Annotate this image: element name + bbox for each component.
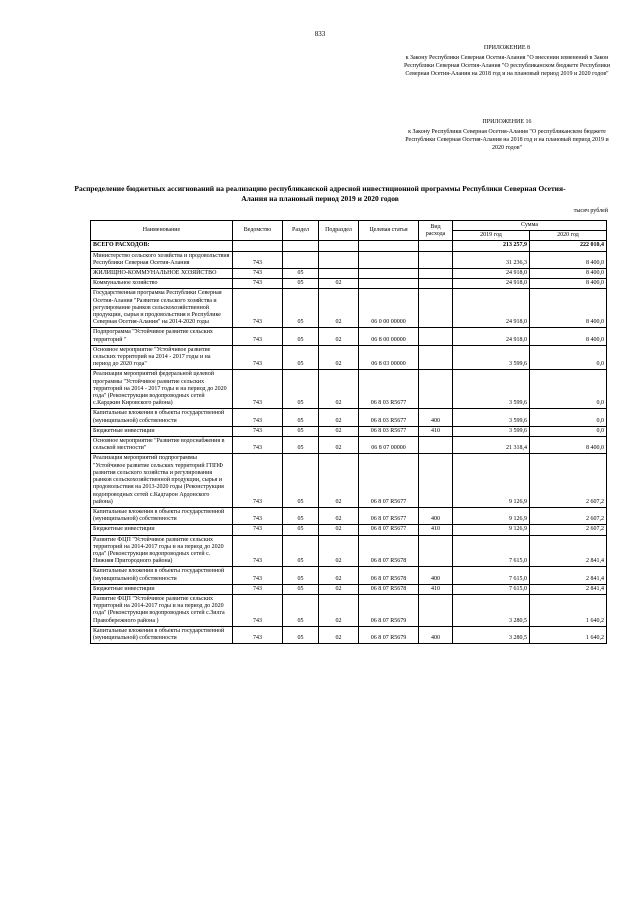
cell-target [359,241,419,251]
cell-2019: 24 918,0 [453,328,530,345]
cell-section: 05 [283,454,319,507]
cell-2020: 0,0 [530,345,607,370]
cell-subsection: 02 [319,535,359,567]
col-header-subsection: Подраздел [319,221,359,241]
cell-target: 06 8 07 R5677 [359,507,419,524]
table-row [91,345,607,370]
cell-name: Капитальные вложения в объекты государственной (муниципальной) собственности [91,507,233,524]
cell-ministry: 743 [233,279,283,289]
cell-2019: 3 599,6 [453,370,530,409]
cell-section [283,241,319,251]
cell-target [359,269,419,279]
cell-2019: 3 599,6 [453,426,530,436]
cell-subsection [319,241,359,251]
cell-ministry: 743 [233,525,283,535]
cell-target: 06 8 07 R5678 [359,567,419,584]
cell-2019: 24 918,0 [453,289,530,328]
cell-2020: 2 841,4 [530,584,607,594]
cell-subsection: 02 [319,279,359,289]
col-header-target: Целевая статья [359,221,419,241]
cell-ministry: 743 [233,251,283,268]
cell-exptype [419,251,453,268]
document-title: Распределение бюджетных ассигнований на реализацию республиканской адресной инвестиционной программы Республики Северная Осетия-Алания на плановый период 2019 и 2020 годов [74,184,566,203]
table-row [91,567,607,584]
cell-name: ЖИЛИЩНО-КОММУНАЛЬНОЕ ХОЗЯЙСТВО [91,269,233,279]
annex-16-heading: ПРИЛОЖЕНИЕ 16 [482,119,532,125]
cell-target [359,251,419,268]
table-row [91,626,607,643]
cell-2019: 3 280,5 [453,594,530,626]
cell-target: 06 8 03 00000 [359,345,419,370]
cell-section: 05 [283,426,319,436]
cell-2020: 8 400,0 [530,251,607,268]
table-row [91,269,607,279]
cell-exptype [419,279,453,289]
cell-name: Государственная программа Республики Северная Осетия-Алания "Развитие сельского хозяйства и регулирование рынков сельскохозяйственной продукции, сырья и продовольствия в Республике Северная Осетия-Алания" на 2014-2020 годы [91,289,233,328]
cell-ministry: 743 [233,584,283,594]
cell-target: 06 8 03 R5677 [359,426,419,436]
annex-8-block [402,44,612,78]
cell-target [359,279,419,289]
cell-ministry: 743 [233,269,283,279]
cell-2019: 24 918,0 [453,269,530,279]
annex-16-block [402,118,612,152]
col-header-section: Раздел [283,221,319,241]
cell-subsection: 02 [319,328,359,345]
cell-section: 05 [283,409,319,426]
cell-subsection: 02 [319,409,359,426]
cell-name: Реализация мероприятий федеральной целевой программы "Устойчивое развитие сельских территорий на 2014 - 2017 годы и на период до 2020 года" (Реконструкция водопроводных сетей с.Карджин Кировского района) [91,370,233,409]
cell-exptype: 410 [419,584,453,594]
cell-section: 05 [283,370,319,409]
cell-subsection: 02 [319,426,359,436]
cell-ministry: 743 [233,328,283,345]
cell-exptype [419,454,453,507]
cell-target: 06 8 00 00000 [359,328,419,345]
cell-ministry: 743 [233,567,283,584]
cell-section: 05 [283,594,319,626]
cell-2019: 7 615,0 [453,584,530,594]
cell-2020: 1 640,2 [530,626,607,643]
cell-ministry: 743 [233,535,283,567]
budget-table [90,220,607,644]
cell-target: 06 8 07 R5677 [359,525,419,535]
cell-subsection [319,269,359,279]
table-row [91,584,607,594]
cell-subsection: 02 [319,289,359,328]
cell-ministry: 743 [233,409,283,426]
col-header-ministry: Ведомство [233,221,283,241]
table-row [91,241,607,251]
cell-exptype [419,594,453,626]
cell-2019: 7 615,0 [453,567,530,584]
cell-target: 06 8 03 R5677 [359,409,419,426]
cell-ministry: 743 [233,454,283,507]
cell-target: 06 8 07 R5679 [359,594,419,626]
table-row [91,279,607,289]
cell-exptype: 400 [419,507,453,524]
cell-name: Основное мероприятие "Развитие водоснабжения в сельской местности" [91,437,233,454]
cell-exptype [419,289,453,328]
cell-ministry [233,241,283,251]
cell-2020: 2 607,2 [530,525,607,535]
cell-section: 05 [283,535,319,567]
cell-target: 06 8 07 R5677 [359,454,419,507]
cell-ministry: 743 [233,594,283,626]
cell-target: 06 0 00 00000 [359,289,419,328]
page-number: 833 [314,30,326,38]
cell-subsection [319,251,359,268]
cell-2020: 2 607,2 [530,454,607,507]
cell-2020: 8 400,0 [530,328,607,345]
cell-name: Бюджетные инвестиции [91,525,233,535]
cell-exptype: 410 [419,525,453,535]
unit-label: тысяч рублей [573,208,608,214]
cell-ministry: 743 [233,345,283,370]
table-row [91,454,607,507]
cell-section: 05 [283,626,319,643]
cell-exptype [419,269,453,279]
cell-subsection: 02 [319,594,359,626]
cell-2020: 8 400,0 [530,437,607,454]
col-header-2020: 2020 год [530,231,607,241]
cell-name: Основное мероприятие "Устойчивое развитие сельских территорий на 2014 - 2017 годы и на период до 2020 года" [91,345,233,370]
cell-2019: 24 918,0 [453,279,530,289]
cell-2020: 8 400,0 [530,279,607,289]
cell-2019: 9 126,9 [453,525,530,535]
cell-subsection: 02 [319,437,359,454]
cell-name: Капитальные вложения в объекты государственной (муниципальной) собственности [91,567,233,584]
cell-section: 05 [283,269,319,279]
cell-subsection: 02 [319,626,359,643]
col-header-2019: 2019 год [453,231,530,241]
cell-ministry: 743 [233,370,283,409]
cell-name: Министерство сельского хозяйства и продовольствия Республики Северная Осетия-Алания [91,251,233,268]
cell-subsection: 02 [319,584,359,594]
annex-16-text: к Закону Республики Северная Осетия-Алания "О республиканском бюджете Республики Северная Осетия-Алания на 2018 год и на плановый период 2019 и 2020 годов" [405,129,609,151]
cell-subsection: 02 [319,454,359,507]
cell-subsection: 02 [319,567,359,584]
cell-2019: 7 615,0 [453,535,530,567]
cell-2019: 3 280,5 [453,626,530,643]
cell-target: 06 8 07 00000 [359,437,419,454]
cell-name: Капитальные вложения в объекты государственной (муниципальной) собственности [91,626,233,643]
cell-name: Реализация мероприятий подпрограммы "Устойчивое развитие сельских территорий ГППФ развития сельского хозяйства и регулирования рынков сельскохозяйственной продукции, сырья и продовольствия на 2013-2020 годы (Реконструкция водопроводных сетей с.Кадгарон Ардонского района) [91,454,233,507]
cell-target: 06 8 07 R5678 [359,535,419,567]
table-row [91,507,607,524]
cell-name: ВСЕГО РАСХОДОВ: [91,241,233,251]
cell-subsection: 02 [319,345,359,370]
cell-exptype: 400 [419,626,453,643]
cell-exptype [419,328,453,345]
table-row [91,409,607,426]
cell-ministry: 743 [233,626,283,643]
cell-section: 05 [283,437,319,454]
cell-name: Бюджетные инвестиции [91,584,233,594]
cell-2019: 31 236,3 [453,251,530,268]
table-row [91,426,607,436]
cell-exptype: 400 [419,567,453,584]
cell-section: 05 [283,289,319,328]
cell-2020: 2 841,4 [530,567,607,584]
cell-2020: 8 400,0 [530,269,607,279]
cell-2019: 9 126,9 [453,454,530,507]
cell-exptype [419,535,453,567]
cell-2019: 9 126,9 [453,507,530,524]
cell-section: 05 [283,279,319,289]
cell-2020: 1 640,2 [530,594,607,626]
annex-8-text: к Закону Республики Северная Осетия-Алания "О внесении изменений в Закон Республики Северная Осетия-Алания "О республиканском бюджете Республики Северная Осетия-Алания на 2018 год и на плановый период 2019 и 2020 годов" [404,55,610,77]
table-row [91,251,607,268]
cell-target: 06 8 03 R5677 [359,370,419,409]
cell-2020: 2 607,2 [530,507,607,524]
table-row [91,289,607,328]
cell-name: Бюджетные инвестиции [91,426,233,436]
cell-name: Развитие ФЦП "Устойчивое развитие сельских территорий на 2014-2017 годы и на период до 2020 года" (Реконструкция водопроводных сетей с.Зилга Правобережного района ) [91,594,233,626]
cell-2020: 0,0 [530,426,607,436]
cell-ministry: 743 [233,507,283,524]
cell-exptype [419,241,453,251]
cell-2020: 0,0 [530,409,607,426]
annex-8-heading: ПРИЛОЖЕНИЕ 8 [483,45,531,51]
cell-target: 06 8 07 R5678 [359,584,419,594]
col-header-sum: Сумма [453,221,607,231]
cell-exptype [419,370,453,409]
cell-ministry: 743 [233,437,283,454]
cell-2020: 0,0 [530,370,607,409]
cell-section: 05 [283,507,319,524]
table-row [91,535,607,567]
cell-subsection: 02 [319,525,359,535]
cell-section: 05 [283,328,319,345]
cell-target: 06 8 07 R5679 [359,626,419,643]
cell-2020: 2 841,4 [530,535,607,567]
cell-subsection: 02 [319,370,359,409]
cell-exptype: 410 [419,426,453,436]
cell-exptype: 400 [419,409,453,426]
cell-2019: 21 318,4 [453,437,530,454]
cell-2019: 3 599,6 [453,345,530,370]
cell-exptype [419,345,453,370]
col-header-name: Наименование [91,221,233,241]
table-row [91,370,607,409]
cell-section: 05 [283,584,319,594]
cell-name: Подпрограмма "Устойчивое развитие сельских территорий " [91,328,233,345]
cell-2019: 213 257,9 [453,241,530,251]
cell-ministry: 743 [233,426,283,436]
table-row [91,594,607,626]
cell-2020: 8 400,0 [530,289,607,328]
col-header-exptype: Вид расхода [419,221,453,241]
cell-exptype [419,437,453,454]
cell-subsection: 02 [319,507,359,524]
cell-section [283,251,319,268]
table-body [91,241,607,644]
cell-ministry: 743 [233,289,283,328]
table-row [91,437,607,454]
cell-section: 05 [283,525,319,535]
cell-section: 05 [283,567,319,584]
cell-name: Коммунальное хозяйство [91,279,233,289]
cell-name: Развитие ФЦП "Устойчивое развитие сельских территорий на 2014-2017 годы и на период до 2020 года" (Реконструкция водопроводных сетей с. Нижняя Пригородного района) [91,535,233,567]
cell-name: Капитальные вложения в объекты государственной (муниципальной) собственности [91,409,233,426]
cell-section: 05 [283,345,319,370]
table-row [91,525,607,535]
cell-2020: 222 010,4 [530,241,607,251]
table-row [91,328,607,345]
cell-2019: 3 599,6 [453,409,530,426]
